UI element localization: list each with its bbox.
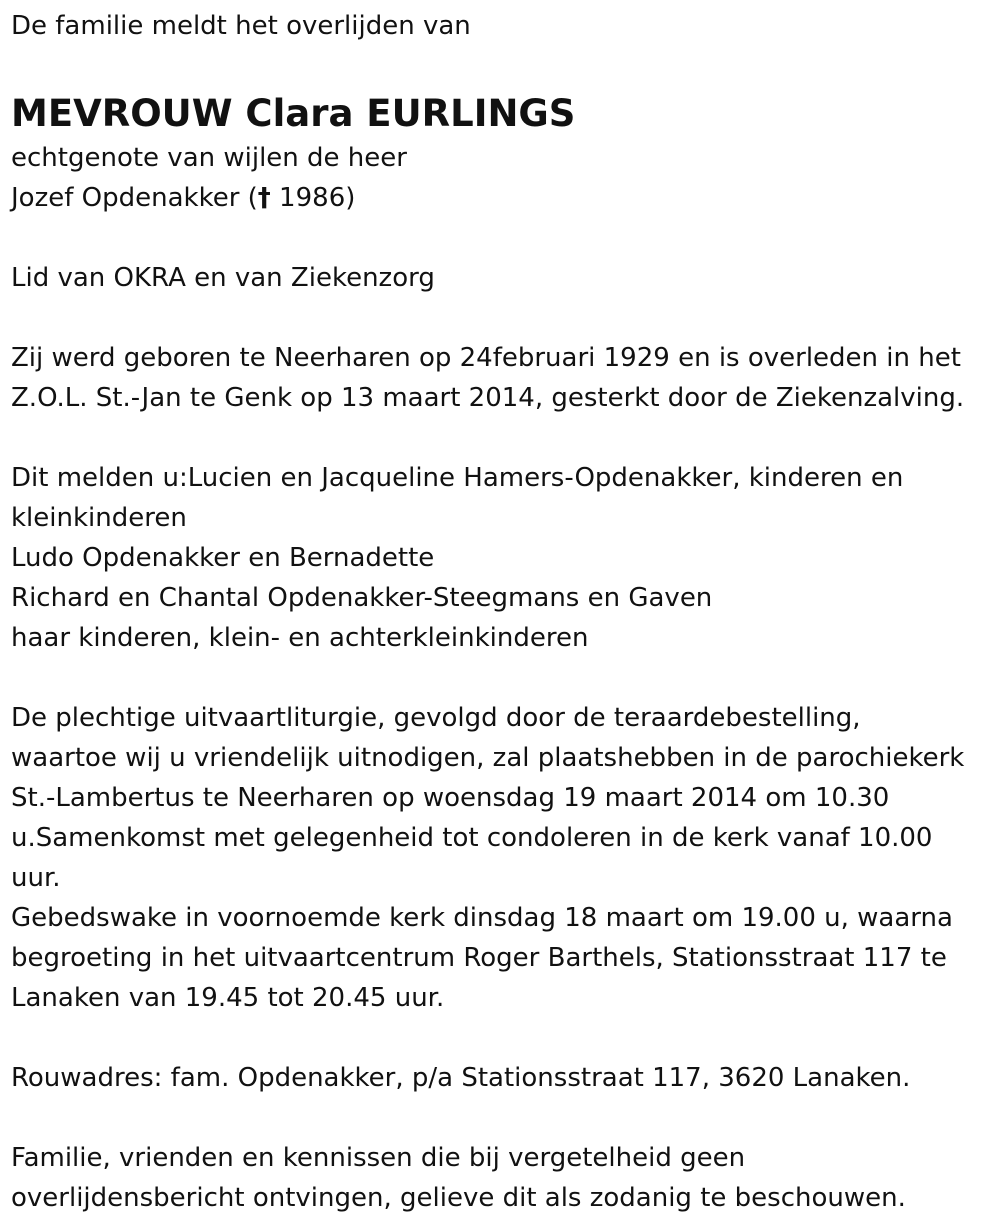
announcer-line: Ludo Opdenakker en Bernadette xyxy=(11,543,435,573)
announcer-line: haar kinderen, klein- en achterkleinkinderen xyxy=(11,623,589,653)
spouse-line xyxy=(11,178,991,218)
spacer xyxy=(11,658,991,698)
birth-death-line: Z.O.L. St.-Jan te Genk op 13 maart 2014, gesterkt door de Ziekenzalving. xyxy=(11,383,965,413)
membership-text: Lid van OKRA en van Ziekenzorg xyxy=(11,263,435,293)
funeral-line: uur. xyxy=(11,863,61,893)
spacer xyxy=(11,1018,991,1058)
funeral-line: Lanaken van 19.45 tot 20.45 uur. xyxy=(11,983,445,1013)
closing-line: Familie, vrienden en kennissen die bij vergetelheid geen xyxy=(11,1143,746,1173)
announcer-line: Richard en Chantal Opdenakker-Steegmans en Gaven xyxy=(11,583,713,613)
spacer xyxy=(11,218,991,258)
funeral-line: Gebedswake in voornoemde kerk dinsdag 18 maart om 19.00 u, waarna xyxy=(11,903,953,933)
mourning-address: Rouwadres: fam. Opdenakker, p/a Stationsstraat 117, 3620 Lanaken. xyxy=(11,1063,911,1093)
spouse-description: echtgenote van wijlen de heer xyxy=(11,143,407,173)
funeral-line: St.-Lambertus te Neerharen op woensdag 19 maart 2014 om 10.30 xyxy=(11,783,890,813)
closing-line: overlijdensbericht ontvingen, gelieve dit als zodanig te beschouwen. xyxy=(11,1183,906,1213)
spacer xyxy=(11,46,991,86)
intro-text: De familie meldt het overlijden van xyxy=(11,11,471,41)
spouse-name: Jozef Opdenakker ( xyxy=(11,183,258,213)
funeral-line: u.Samenkomst met gelegenheid tot condoleren in de kerk vanaf 10.00 xyxy=(11,823,933,853)
deceased-name: MEVROUW Clara EURLINGS xyxy=(11,92,576,135)
spacer xyxy=(11,1098,991,1138)
funeral-line: De plechtige uitvaartliturgie, gevolgd door de teraardebestelling, xyxy=(11,703,861,733)
spacer xyxy=(11,298,991,338)
funeral-line: begroeting in het uitvaartcentrum Roger Barthels, Stationsstraat 117 te xyxy=(11,943,947,973)
spouse-death-year: 1986) xyxy=(270,183,356,213)
birth-death-line: Zij werd geboren te Neerharen op 24februari 1929 en is overleden in het xyxy=(11,343,961,373)
spacer xyxy=(11,418,991,458)
announcer-line: kleinkinderen xyxy=(11,503,187,533)
funeral-line: waartoe wij u vriendelijk uitnodigen, zal plaatshebben in de parochiekerk xyxy=(11,743,965,773)
obituary-notice xyxy=(11,6,991,1218)
announcer-line: Dit melden u:Lucien en Jacqueline Hamers-Opdenakker, kinderen en xyxy=(11,463,904,493)
cross-icon: † xyxy=(257,183,271,213)
